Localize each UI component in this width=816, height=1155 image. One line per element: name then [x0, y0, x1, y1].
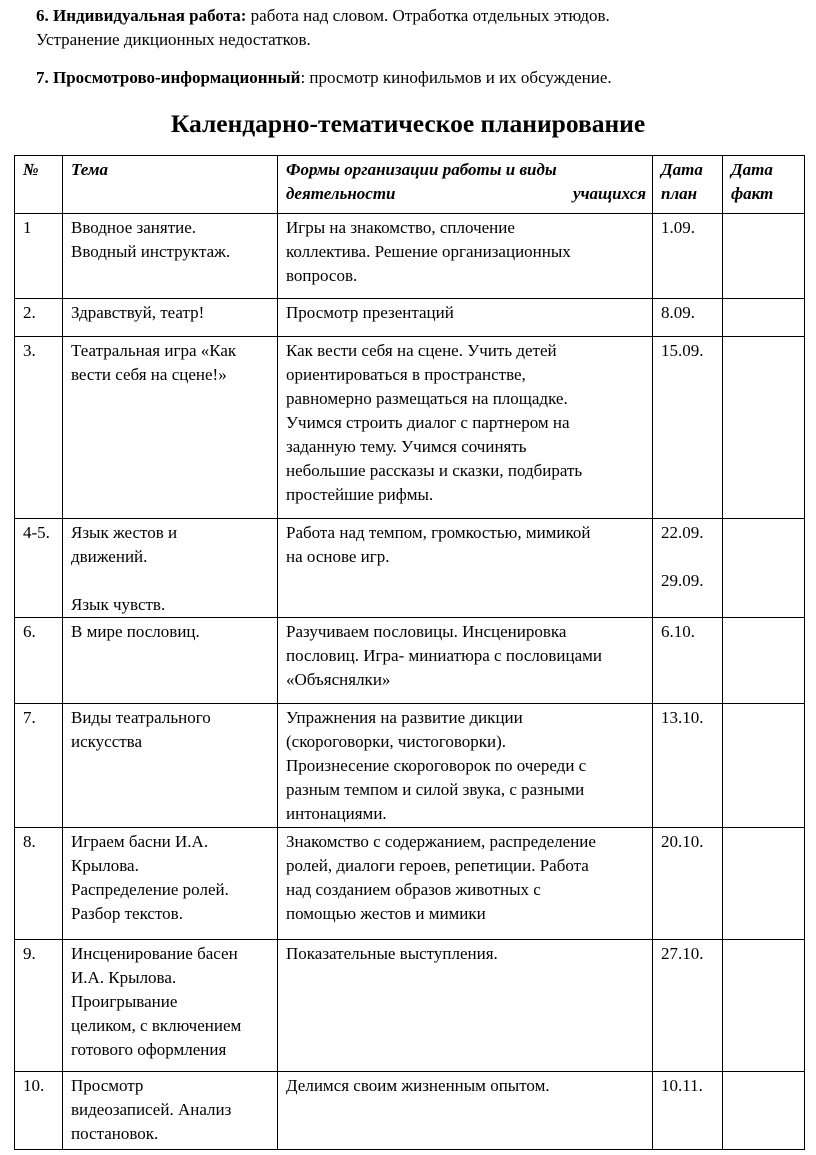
- cell-plan: [653, 704, 723, 828]
- cell-forms-line: над созданием образов животных с: [286, 880, 541, 899]
- cell-forms-line: помощью жестов и мимики: [286, 904, 486, 923]
- line-gap: [661, 545, 716, 569]
- header-date-plan: [653, 156, 723, 214]
- cell-topic-line: Распределение ролей.: [71, 880, 229, 899]
- table-row: [15, 1072, 805, 1150]
- cell-fact: [723, 828, 805, 940]
- cell-plan-line: 8.09.: [661, 303, 695, 322]
- paragraph-viewing-info-label: 7. Просмотрово-информационный: [36, 68, 301, 87]
- cell-forms-line: Как вести себя на сцене. Учить детей: [286, 341, 557, 360]
- cell-topic-line: Виды театрального: [71, 708, 211, 727]
- cell-forms: [278, 704, 653, 828]
- cell-topic-line: готового оформления: [71, 1040, 227, 1059]
- cell-forms-line: Показательные выступления.: [286, 944, 498, 963]
- cell-forms-line: интонациями.: [286, 804, 387, 823]
- cell-topic-line: искусства: [71, 732, 143, 751]
- header-forms: Формы организации работы и виды деятельности учащихся: [278, 156, 653, 214]
- cell-forms-line: ролей, диалоги героев, репетиции. Работа: [286, 856, 589, 875]
- cell-fact: [723, 618, 805, 704]
- section-heading: Календарно-тематическое планирование: [170, 109, 646, 138]
- cell-number: 6.: [15, 618, 63, 704]
- schedule-table: [14, 155, 805, 1150]
- cell-number: 1: [15, 214, 63, 299]
- cell-plan-line: 29.09.: [661, 571, 704, 590]
- cell-topic-line: Вводное занятие.: [71, 218, 197, 237]
- table-row: [15, 214, 805, 299]
- cell-forms: [278, 828, 653, 940]
- cell-plan-line: 15.09.: [661, 341, 704, 360]
- cell-forms-line: Учимся строить диалог с партнером на: [286, 413, 570, 432]
- cell-topic-line: Крылова.: [71, 856, 139, 875]
- cell-topic-line: Язык чувств.: [71, 595, 166, 614]
- cell-forms-line: пословиц. Игра- миниатюра с пословицами: [286, 646, 603, 665]
- cell-forms: [278, 214, 653, 299]
- header-date-fact-line: Дата: [731, 160, 773, 179]
- paragraph-individual-work-text: работа над словом. Отработка отдельных этюдов.: [246, 6, 610, 25]
- cell-topic: [63, 337, 278, 519]
- cell-plan-line: 22.09.: [661, 523, 704, 542]
- cell-plan-line: 13.10.: [661, 708, 704, 727]
- table-row: [15, 299, 805, 337]
- cell-topic-line: Разбор текстов.: [71, 904, 183, 923]
- header-date-fact-line: факт: [731, 184, 774, 203]
- cell-forms-line: Работа над темпом, громкостью, мимикой: [286, 523, 591, 542]
- cell-topic-line: Вводный инструктаж.: [71, 242, 231, 261]
- cell-plan: [653, 519, 723, 618]
- cell-plan: [653, 1072, 723, 1150]
- cell-topic-line: Инсценирование басен: [71, 944, 238, 963]
- cell-forms-line: небольшие рассказы и сказки, подбирать: [286, 461, 583, 480]
- table-row: [15, 704, 805, 828]
- cell-fact: [723, 1072, 805, 1150]
- line-gap: [71, 569, 271, 593]
- cell-forms-line: Игры на знакомство, сплочение: [286, 218, 515, 237]
- cell-forms-line: на основе игр.: [286, 547, 390, 566]
- cell-forms-line: простейшие рифмы.: [286, 485, 434, 504]
- cell-topic: [63, 704, 278, 828]
- paragraph-individual-work-text-2: Устранение дикционных недостатков.: [36, 30, 311, 49]
- cell-plan-line: 1.09.: [661, 218, 695, 237]
- cell-topic-line: И.А. Крылова.: [71, 968, 177, 987]
- cell-forms-line: (скороговорки, чистоговорки).: [286, 732, 507, 751]
- table-row: [15, 618, 805, 704]
- cell-topic-line: видеозаписей. Анализ: [71, 1100, 232, 1119]
- cell-topic: [63, 214, 278, 299]
- cell-topic-line: постановок.: [71, 1124, 159, 1143]
- cell-topic-line: Просмотр: [71, 1076, 144, 1095]
- cell-plan-line: 27.10.: [661, 944, 704, 963]
- table-row: [15, 337, 805, 519]
- cell-topic: [63, 299, 278, 337]
- cell-forms-line: ориентироваться в пространстве,: [286, 365, 526, 384]
- header-date-fact: [723, 156, 805, 214]
- cell-fact: [723, 299, 805, 337]
- cell-forms-line: Разучиваем пословицы. Инсценировка: [286, 622, 567, 641]
- cell-forms-line: равномерно размещаться на площадке.: [286, 389, 568, 408]
- cell-plan-line: 10.11.: [661, 1076, 703, 1095]
- cell-number: 4-5.: [15, 519, 63, 618]
- header-topic: Тема: [63, 156, 278, 214]
- cell-number: 8.: [15, 828, 63, 940]
- table-header-row: [15, 156, 805, 214]
- cell-topic: [63, 1072, 278, 1150]
- cell-forms-line: Знакомство с содержанием, распределение: [286, 832, 596, 851]
- cell-forms-line: Делимся своим жизненным опытом.: [286, 1076, 550, 1095]
- cell-plan: [653, 940, 723, 1072]
- cell-topic-line: Язык жестов и: [71, 523, 178, 542]
- cell-forms-line: разным темпом и силой звука, с разными: [286, 780, 585, 799]
- cell-plan: [653, 618, 723, 704]
- cell-forms: [278, 299, 653, 337]
- table-row: [15, 940, 805, 1072]
- cell-plan: [653, 828, 723, 940]
- cell-fact: [723, 337, 805, 519]
- cell-forms: [278, 940, 653, 1072]
- cell-forms-line: коллектива. Решение организационных: [286, 242, 571, 261]
- cell-plan: [653, 337, 723, 519]
- cell-topic-line: Театральная игра «Как: [71, 341, 237, 360]
- cell-topic-line: В мире пословиц.: [71, 622, 200, 641]
- paragraph-viewing-info-text: : просмотр кинофильмов и их обсуждение.: [300, 68, 612, 87]
- cell-topic-line: вести себя на сцене!»: [71, 365, 227, 384]
- cell-forms: [278, 618, 653, 704]
- cell-topic-line: Здравствуй, театр!: [71, 303, 205, 322]
- cell-forms: [278, 1072, 653, 1150]
- cell-plan-line: 20.10.: [661, 832, 704, 851]
- cell-number: 3.: [15, 337, 63, 519]
- cell-plan: [653, 214, 723, 299]
- cell-forms-line: «Объяснялки»: [286, 670, 391, 689]
- cell-number: 10.: [15, 1072, 63, 1150]
- table-body: [15, 214, 805, 1150]
- table-row: [15, 828, 805, 940]
- cell-topic-line: Играем басни И.А.: [71, 832, 209, 851]
- paragraph-individual-work-label: 6. Индивидуальная работа:: [36, 6, 247, 25]
- cell-number: 7.: [15, 704, 63, 828]
- cell-forms-line: вопросов.: [286, 266, 358, 285]
- cell-topic: [63, 940, 278, 1072]
- cell-plan: [653, 299, 723, 337]
- paragraph-viewing-info: [36, 66, 796, 90]
- cell-topic: [63, 618, 278, 704]
- cell-forms: [278, 337, 653, 519]
- paragraph-individual-work: [36, 4, 796, 52]
- cell-forms-line: Упражнения на развитие дикции: [286, 708, 523, 727]
- cell-topic: [63, 519, 278, 618]
- cell-number: 2.: [15, 299, 63, 337]
- cell-forms-line: заданную тему. Учимся сочинять: [286, 437, 527, 456]
- header-number: №: [15, 156, 63, 214]
- cell-fact: [723, 214, 805, 299]
- header-date-plan-line: план: [661, 184, 698, 203]
- cell-fact: [723, 704, 805, 828]
- cell-topic: [63, 828, 278, 940]
- header-date-plan-line: Дата: [661, 160, 703, 179]
- cell-topic-line: целиком, с включением: [71, 1016, 242, 1035]
- cell-forms-line: Произнесение скороговорок по очереди с: [286, 756, 587, 775]
- cell-topic-line: Проигрывание: [71, 992, 178, 1011]
- cell-forms: [278, 519, 653, 618]
- cell-topic-line: движений.: [71, 547, 148, 566]
- cell-fact: [723, 519, 805, 618]
- cell-fact: [723, 940, 805, 1072]
- table-row: [15, 519, 805, 618]
- cell-number: 9.: [15, 940, 63, 1072]
- cell-forms-line: Просмотр презентаций: [286, 303, 454, 322]
- cell-plan-line: 6.10.: [661, 622, 695, 641]
